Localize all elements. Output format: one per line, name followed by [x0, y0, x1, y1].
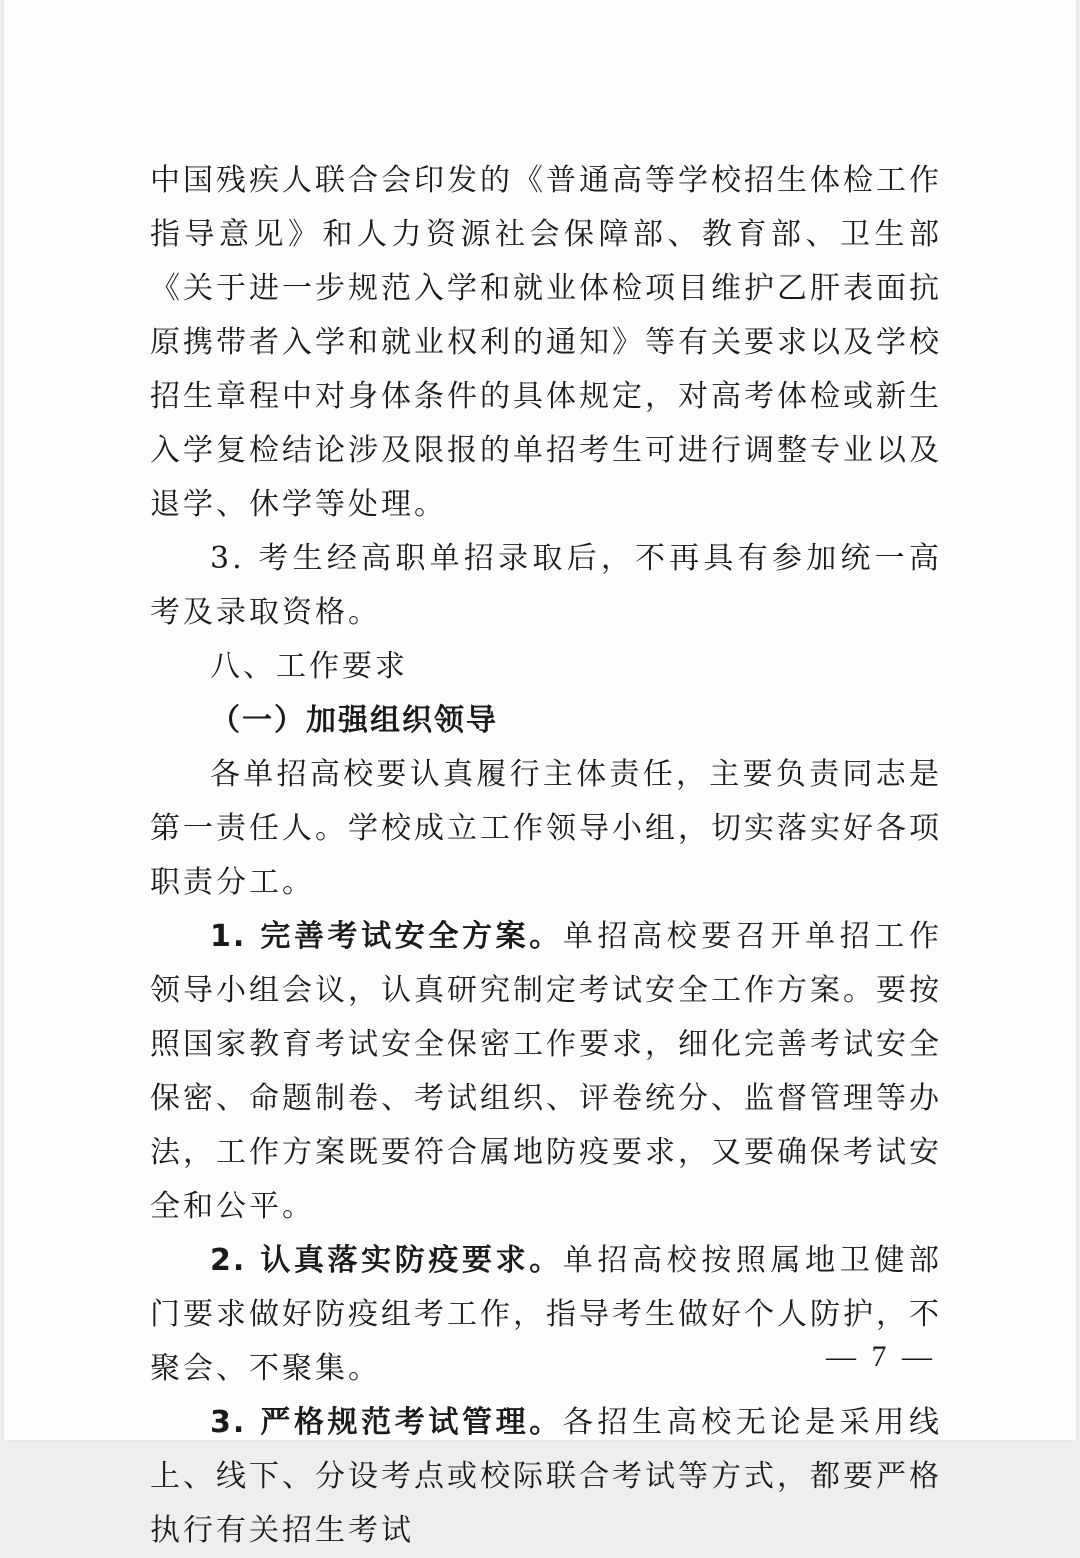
page-number: — 7 — — [826, 1340, 936, 1373]
item-epidemic-prevention-text: 单招高校按照属地卫健部门要求做好防疫组考工作，指导考生做好个人防护，不聚会、不聚集。 — [150, 1243, 942, 1386]
item-exam-management — [150, 1396, 942, 1558]
paragraph-responsibility: 各单招高校要认真履行主体责任，主要负责同志是第一责任人。学校成立工作领导小组，切实落实好各项职责分工。 — [150, 757, 942, 900]
item-exam-safety-text: 单招高校要召开单招工作领导小组会议，认真研究制定考试安全工作方案。要按照国家教育考试安全保密工作要求，细化完善考试安全保密、命题制卷、考试组织、评卷统分、监督管理等办法，工作方案既要符合属地防疫要求，又要确保考试安全和公平。 — [150, 919, 942, 1224]
subheading-text: （一）加强组织领导 — [210, 703, 498, 738]
item-epidemic-prevention — [150, 1234, 942, 1396]
section-heading-work-requirements: 八、工作要求 — [210, 649, 408, 684]
document-body — [150, 154, 942, 1558]
paragraph-admission-note: 3. 考生经高职单招录取后，不再具有参加统一高考及录取资格。 — [150, 541, 942, 630]
item-exam-management-title: 3. 严格规范考试管理。 — [210, 1405, 563, 1440]
paragraph-health-check: 中国残疾人联合会印发的《普通高等学校招生体检工作指导意见》和人力资源社会保障部、教育部、卫生部《关于进一步规范入学和就业体检项目维护乙肝表面抗原携带者入学和就业权利的通知》等有关要求以及学校招生章程中对身体条件的具体规定，对高考体检或新生入学复检结论涉及限报的单招考生可进行调整专业以及退学、休学等处理。 — [150, 163, 942, 522]
subheading-organization — [150, 694, 942, 748]
item-epidemic-prevention-title: 2. 认真落实防疫要求。 — [210, 1243, 563, 1278]
item-exam-safety-title: 1. 完善考试安全方案。 — [210, 919, 563, 954]
item-exam-management-text: 各招生高校无论是采用线上、线下、分设考点或校际联合考试等方式，都要严格执行有关招生考试 — [150, 1405, 942, 1548]
document-page — [4, 0, 1076, 1548]
item-exam-safety — [150, 910, 942, 1234]
